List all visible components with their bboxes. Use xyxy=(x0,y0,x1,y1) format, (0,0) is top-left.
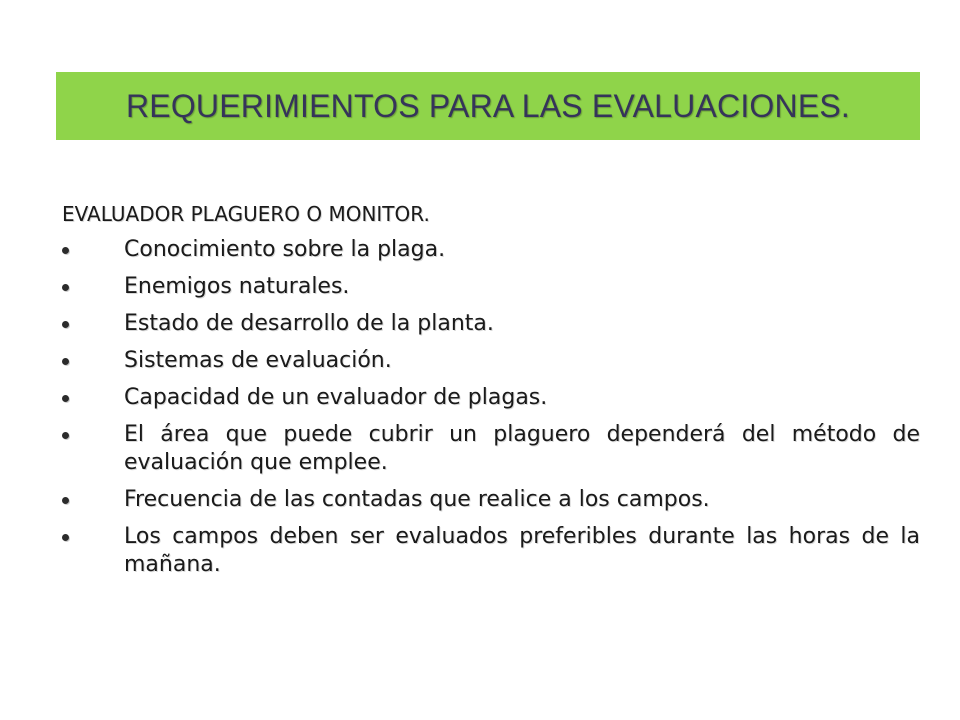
bullet-dot-icon xyxy=(62,497,69,504)
bullet-dot-icon xyxy=(62,432,69,439)
list-item-text: Capacidad de un evaluador de plagas. xyxy=(124,385,548,410)
bullet-dot-icon xyxy=(62,395,69,402)
list-item xyxy=(62,236,920,264)
list-item-text: Sistemas de evaluación. xyxy=(124,348,392,373)
title-bar xyxy=(56,72,920,140)
list-item xyxy=(62,347,920,375)
list-item-text: El área que puede cubrir un plaguero dependerá del método de evaluación que emplee. xyxy=(124,422,920,475)
bullet-dot-icon xyxy=(62,358,69,365)
list-item-text: Conocimiento sobre la plaga. xyxy=(124,237,446,262)
list-item-text: Estado de desarrollo de la planta. xyxy=(124,311,494,336)
list-item-text: Frecuencia de las contadas que realice a los campos. xyxy=(124,487,710,512)
list-item-text: Enemigos naturales. xyxy=(124,274,350,299)
list-item xyxy=(62,486,920,514)
list-item xyxy=(62,310,920,338)
bullet-list xyxy=(62,236,920,579)
list-item xyxy=(62,273,920,301)
section-subheading: EVALUADOR PLAGUERO O MONITOR. xyxy=(62,202,430,226)
slide-title: REQUERIMIENTOS PARA LAS EVALUACIONES. xyxy=(125,87,851,124)
bullet-dot-icon xyxy=(62,247,69,254)
slide-content xyxy=(62,200,920,588)
bullet-dot-icon xyxy=(62,321,69,328)
list-item xyxy=(62,384,920,412)
bullet-dot-icon xyxy=(62,284,69,291)
list-item xyxy=(62,523,920,579)
bullet-dot-icon xyxy=(62,534,69,541)
list-item-text: Los campos deben ser evaluados preferibles durante las horas de la mañana. xyxy=(124,524,920,577)
list-item xyxy=(62,421,920,477)
